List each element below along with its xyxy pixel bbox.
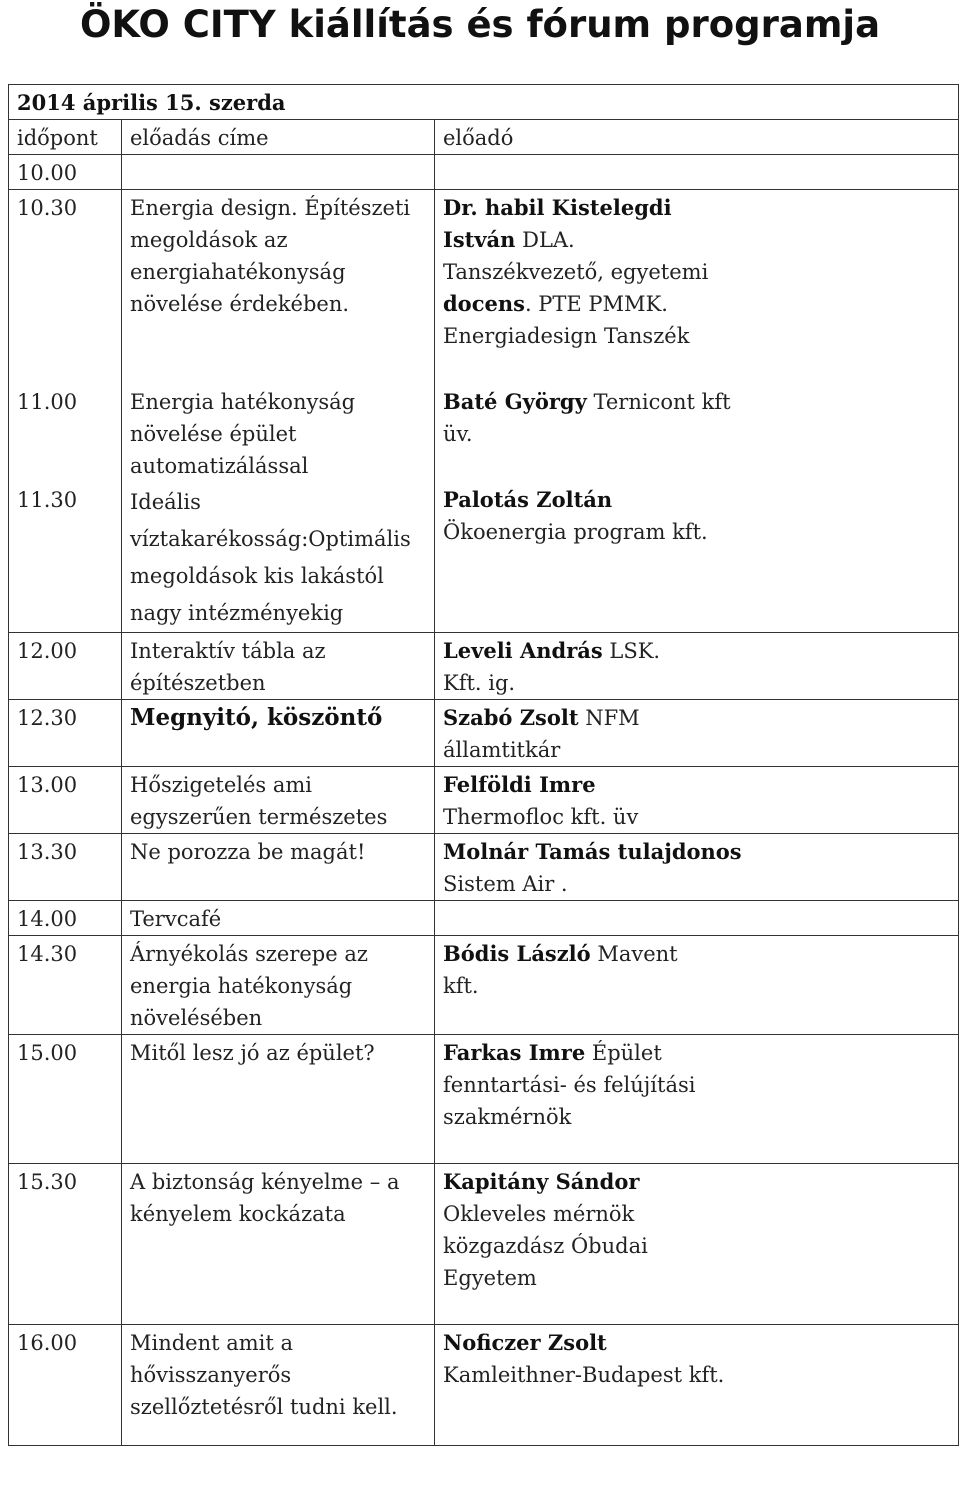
speaker-cell: Kapitány Sándor Okleveles mérnök közgazdász Óbudai Egyetem	[435, 1164, 959, 1325]
time-cell: 12.00	[9, 633, 122, 700]
table-row	[9, 1325, 959, 1446]
table-row	[9, 901, 959, 936]
header-row	[9, 120, 959, 155]
table-row	[9, 767, 959, 834]
speaker-label: Baté György Ternicont kft üv.	[443, 389, 731, 446]
talk-cell: Ne porozza be magát!	[122, 834, 435, 901]
table-row	[9, 700, 959, 767]
talk-cell: A biztonság kényelme – a kényelem kockázata	[122, 1164, 435, 1325]
speaker-cell: Farkas Imre Épület fenntartási- és felújítási szakmérnök	[435, 1035, 959, 1164]
speaker-cell: Felföldi Imre Thermofloc kft. üv	[435, 767, 959, 834]
speaker-cell	[435, 190, 959, 633]
time-cell: 10.00	[9, 155, 122, 190]
header-talk: előadás címe	[122, 120, 435, 155]
talk-label: Megnyitó, köszöntő	[130, 704, 383, 731]
talk-cell: Hőszigetelés ami egyszerűen természetes	[122, 767, 435, 834]
page-title: ÖKO CITY kiállítás és fórum programja	[79, 3, 881, 46]
talk-label: Energia hatékonyság növelése épület automatizálással	[130, 390, 356, 478]
time-cell	[9, 190, 122, 633]
header-speaker: előadó	[435, 120, 959, 155]
date-row	[9, 85, 959, 120]
time-cell: 15.00	[9, 1035, 122, 1164]
talk-cell: Árnyékolás szerepe az energia hatékonyság növelésében	[122, 936, 435, 1035]
talk-cell	[122, 700, 435, 767]
talk-cell	[122, 155, 435, 190]
speaker-cell	[435, 901, 959, 936]
table-row	[9, 1164, 959, 1325]
talk-label: Ideális víztakarékosság:Optimális megoldások kis lakástól nagy intézményekig	[130, 490, 411, 625]
table-row	[9, 190, 959, 633]
table-row	[9, 1035, 959, 1164]
time-cell: 14.30	[9, 936, 122, 1035]
date-label: 2014 április 15. szerda	[17, 90, 286, 115]
talk-cell: Tervcafé	[122, 901, 435, 936]
time-label: 11.00	[17, 390, 78, 414]
speaker-cell: Bódis László Mavent kft.	[435, 936, 959, 1035]
speaker-cell: Noficzer Zsolt Kamleithner-Budapest kft.	[435, 1325, 959, 1446]
time-cell: 14.00	[9, 901, 122, 936]
speaker-cell: Leveli András LSK. Kft. ig.	[435, 633, 959, 700]
talk-cell	[122, 190, 435, 633]
speaker-cell: Molnár Tamás tulajdonos Sistem Air .	[435, 834, 959, 901]
time-cell: 16.00	[9, 1325, 122, 1446]
talk-cell: Mitől lesz jó az épület?	[122, 1035, 435, 1164]
talk-cell: Mindent amit a hővisszanyerős szellőztetésről tudni kell.	[122, 1325, 435, 1446]
time-cell: 13.00	[9, 767, 122, 834]
time-cell: 15.30	[9, 1164, 122, 1325]
time-label: 11.30	[17, 488, 78, 512]
speaker-cell: Szabó Zsolt NFM államtitkár	[435, 700, 959, 767]
speaker-label: Palotás Zoltán Ökoenergia program kft.	[443, 487, 708, 544]
time-cell: 13.30	[9, 834, 122, 901]
time-label: 10.30	[17, 196, 78, 220]
table-row	[9, 155, 959, 190]
table-row	[9, 936, 959, 1035]
program-table	[8, 84, 959, 1446]
speaker-label: Dr. habil Kistelegdi István DLA. Tanszékvezető, egyetemi docens. PTE PMMK. Energiadesign Tanszék	[443, 195, 709, 348]
time-cell: 12.30	[9, 700, 122, 767]
talk-cell: Interaktív tábla az építészetben	[122, 633, 435, 700]
table-row	[9, 834, 959, 901]
table-row	[9, 633, 959, 700]
header-time: időpont	[9, 120, 122, 155]
talk-label: Energia design. Építészeti megoldások az energiahatékonyság növelése érdekében.	[130, 196, 411, 316]
date-cell	[9, 85, 959, 120]
speaker-cell	[435, 155, 959, 190]
